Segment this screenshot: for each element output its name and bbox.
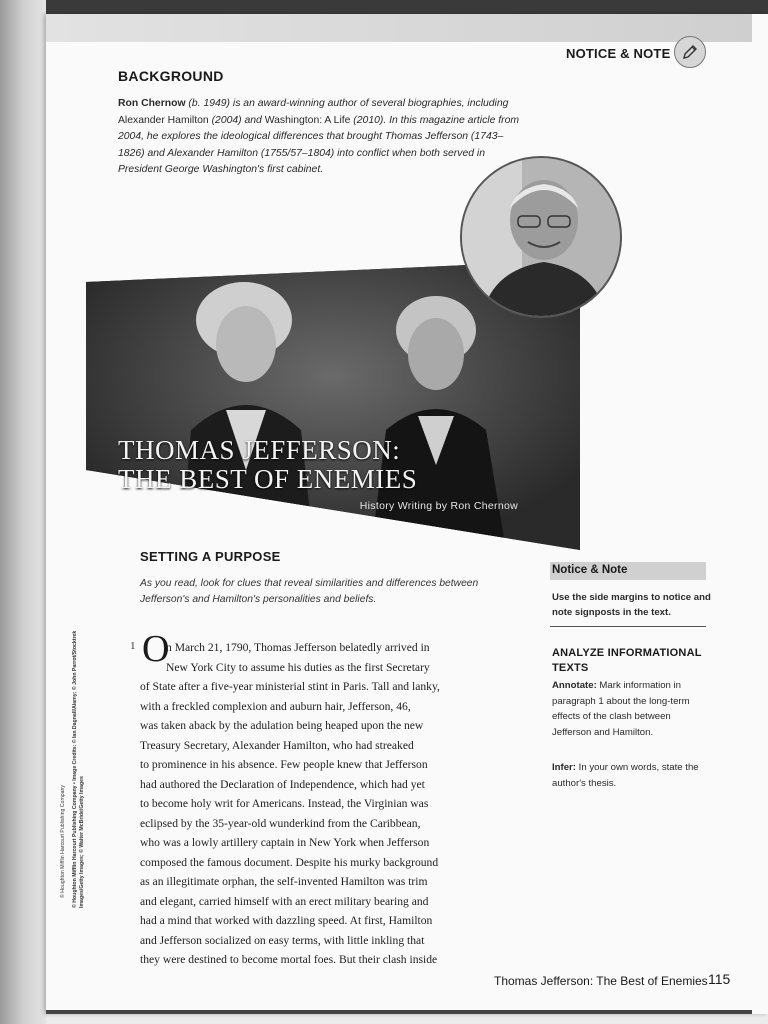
purpose-heading: SETTING A PURPOSE bbox=[140, 549, 281, 564]
body-line: as an illegitimate orphan, the self-invented Hamilton was trim bbox=[140, 875, 428, 888]
sidebar-label: Notice & Note bbox=[552, 564, 628, 576]
sidebar-divider bbox=[550, 626, 706, 627]
body-line: was taken aback by the adulation being heaped upon the new bbox=[140, 719, 424, 732]
title-line-1: THOMAS JEFFERSON: bbox=[118, 435, 401, 465]
body-line: eclipsed by the 35-year-old wunderkind from the Caribbean, bbox=[140, 816, 421, 830]
body-line: had authored the Declaration of Independence, which had yet bbox=[140, 777, 425, 791]
annotate-body: Mark information in paragraph 1 about the long-term effects of the clash between Jefferson and Hamilton. bbox=[552, 680, 690, 738]
body-line: they were destined to become mortal foes. But their clash inside bbox=[140, 953, 438, 966]
author-name: Ron Chernow bbox=[118, 98, 186, 109]
analyze-heading: ANALYZE INFORMATIONAL TEXTS bbox=[552, 647, 702, 674]
background-text-3: (2010). In this magazine article from 2004, he explores the ideological differences that brought Thomas Jefferson (1743–1826) and Alexander Hamilton (1755/57–1804) into conflict when both served in President George Washington's first cabinet. bbox=[118, 114, 520, 175]
background-text-2: (2004) and bbox=[208, 114, 265, 126]
paragraph-number: 1 bbox=[130, 640, 136, 652]
body-line: composed the famous document. Despite his murky background bbox=[140, 855, 439, 869]
body-line: and Jefferson socialized on easy terms, with little inkling that bbox=[140, 933, 425, 947]
infer-body: In your own words, state the author's thesis. bbox=[552, 762, 699, 789]
header-band bbox=[46, 14, 752, 42]
body-line: with a freckled complexion and auburn hair, Jefferson, 46, bbox=[140, 699, 411, 713]
title-line-2: THE BEST OF ENEMIES bbox=[118, 464, 418, 494]
scan-edge-top bbox=[0, 0, 768, 14]
background-heading: BACKGROUND bbox=[118, 68, 224, 84]
book-title-washington: Washington: A Life bbox=[264, 114, 351, 126]
textbook-page bbox=[46, 14, 768, 1014]
body-line: n March 21, 1790, Thomas Jefferson belatedly arrived in bbox=[166, 641, 430, 654]
infer-label: Infer: bbox=[552, 762, 576, 773]
body-line: of State after a five-year ministerial stint in Paris. Tall and lanky, bbox=[140, 680, 440, 693]
page-number: 115 bbox=[708, 971, 731, 987]
article-title bbox=[118, 436, 417, 494]
footer-title: Thomas Jefferson: The Best of Enemies bbox=[494, 974, 708, 988]
pencil-icon bbox=[674, 36, 706, 68]
credit-line-2: © Houghton Mifflin Harcourt Publishing Company • Image Credits: © Ian Dagnall/Alamy; © John Parrot/Stocktrek bbox=[72, 630, 78, 908]
image-credits bbox=[60, 630, 110, 908]
body-line: New York City to assume his duties as the first Secretary bbox=[166, 660, 430, 674]
sidebar-instructions: Use the side margins to notice and note signposts in the text. bbox=[552, 592, 711, 618]
body-line: to become holy writ for Americans. Instead, the Virginian was bbox=[140, 797, 429, 810]
background-text-1: (b. 1949) is an award-winning author of several biographies, including bbox=[185, 98, 509, 109]
body-line: to prominence in his absence. Few people knew that Jefferson bbox=[140, 758, 428, 771]
notice-note-header: NOTICE & NOTE bbox=[566, 46, 671, 61]
annotate-prompt bbox=[552, 678, 712, 740]
page-gutter-shadow bbox=[0, 0, 46, 1024]
byline: History Writing by Ron Chernow bbox=[359, 500, 518, 512]
body-line: Treasury Secretary, Alexander Hamilton, who had streaked bbox=[140, 738, 414, 752]
purpose-text: As you read, look for clues that reveal similarities and differences between Jefferson's and Hamilton's personalities and beliefs. bbox=[140, 578, 479, 605]
drop-cap: O bbox=[142, 628, 170, 670]
body-line: who was a lowly artillery captain in New York when Jefferson bbox=[140, 836, 430, 849]
article-body bbox=[140, 638, 544, 970]
book-title-hamilton: Alexander Hamilton bbox=[118, 114, 209, 126]
author-photo bbox=[460, 156, 622, 318]
background-paragraph bbox=[118, 96, 526, 179]
infer-prompt bbox=[552, 760, 712, 791]
body-line: had a mind that worked with dazzling speed. At first, Hamilton bbox=[140, 914, 433, 927]
credit-line-1: © Houghton Mifflin Harcourt Publishing Company bbox=[60, 784, 66, 898]
bottom-rule bbox=[46, 1010, 752, 1014]
annotate-label: Annotate: bbox=[552, 680, 597, 691]
body-line: and elegant, carried himself with an erect military bearing and bbox=[140, 894, 429, 908]
credit-line-3: Images/Getty Images; © Walter McBride/Getty Images bbox=[79, 776, 85, 908]
